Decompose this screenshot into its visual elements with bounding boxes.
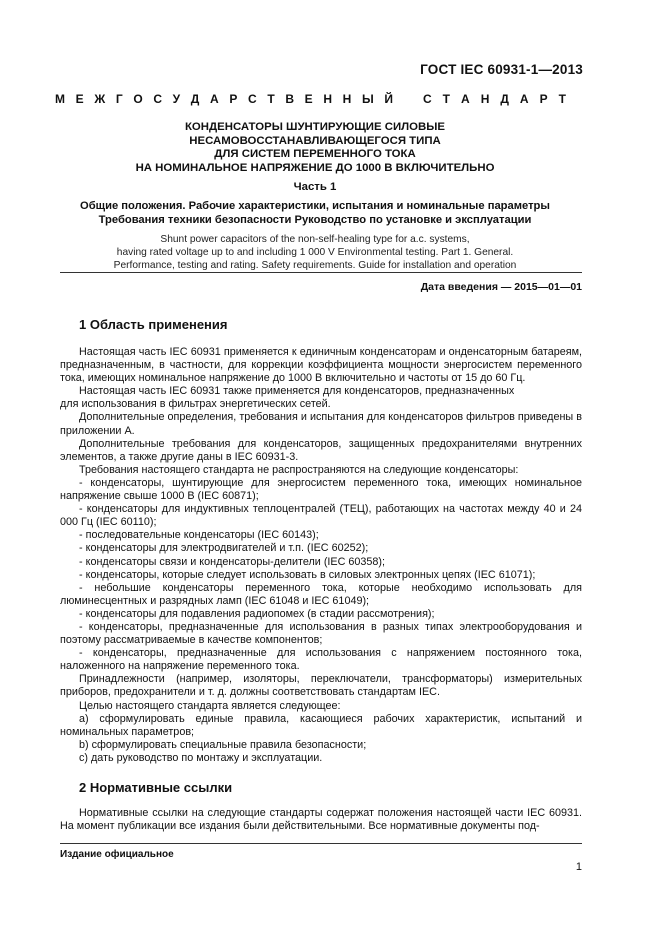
heading-letter: Т — [442, 92, 451, 106]
english-title-line: having rated voltage up to and including 1 000 V Environmental testing. Part 1. General. — [116, 247, 514, 258]
header-divider — [60, 272, 582, 273]
heading-letter: Н — [342, 92, 352, 106]
subtitle-line: Требования техники безопасности Руководство по установке и эксплуатации — [98, 213, 532, 226]
paragraph: Целью настоящего стандарта является следующее: — [79, 699, 341, 712]
paragraph: b) сформулировать специальные правила безопасности; — [79, 738, 367, 751]
subtitle-line: Общие положения. Рабочие характеристики, испытания и номинальные параметры — [80, 200, 550, 212]
paragraph: - конденсаторы, предназначенные для использования с напряжением постоянного тока, наложенного на напряжение переменного тока. — [60, 647, 582, 673]
part-label: Часть 1 — [293, 181, 337, 193]
paragraph: Дополнительные определения, требования и испытания для конденсаторов фильтров приведены в приложении А. — [60, 411, 582, 437]
heading-letter: В — [285, 92, 294, 106]
title-line: ДЛЯ СИСТЕМ ПЕРЕМЕННОГО ТОКА — [214, 148, 416, 161]
paragraph: Дополнительные требования для конденсаторов, защищенных предохранителями внутренних элементов, а также другие даны в IEC 60931-3. — [60, 437, 582, 463]
paragraph: - последовательные конденсаторы (IEC 60143); — [79, 529, 319, 542]
title-line: НЕСАМОВОССТАНАВЛИВАЮЩЕГОСЯ ТИПА — [189, 134, 441, 147]
heading-letter: Й — [384, 92, 393, 106]
paragraph: Настоящая часть IEC 60931 также применяется для конденсаторов, предназначенных — [79, 385, 515, 398]
interstate-standard-heading — [55, 92, 566, 106]
paragraph: - конденсаторы для электродвигателей и т.п. (IEC 60252); — [79, 542, 369, 555]
title-line: КОНДЕНСАТОРЫ ШУНТИРУЮЩИЕ СИЛОВЫЕ — [184, 121, 445, 133]
heading-letter: Ы — [361, 92, 374, 106]
paragraph: Требования настоящего стандарта не распространяются на следующие конденсаторы: — [79, 463, 519, 476]
section-2-body — [60, 807, 582, 833]
paragraph: - конденсаторы связи и конденсаторы-делители (IEC 60358); — [79, 555, 386, 568]
interstate-word — [55, 92, 393, 106]
edition-label: Издание официальное — [60, 849, 174, 860]
page-number: 1 — [575, 861, 582, 873]
paragraph: - конденсаторы, предназначенные для использования в разных типах электрооборудования и поэтому рассматриваемые в качестве компонентов; — [60, 620, 582, 647]
heading-letter: А — [209, 92, 219, 106]
paragraph: Настоящая часть IEC 60931 применяется к единичным конденсаторам и онденсаторным батареям, предназначенным, в частности, для коррекции коэффициента мощности энергосистем переменного тока, имеющих номинальное напряжение до 1000 В включительно и частоты от 15 до 60 Гц. — [60, 346, 582, 385]
paragraph: - конденсаторы для индуктивных теплоцентралей (ТЕЦ), работающих на частотах между 40 и 24 000 Гц (IEC 60110); — [60, 503, 582, 529]
paragraph: для использования в фильтрах энергетических сетей. — [60, 398, 331, 411]
standard-word — [423, 92, 566, 106]
heading-letter: Ж — [94, 92, 106, 106]
heading-letter: С — [247, 92, 257, 106]
heading-letter: А — [461, 92, 470, 106]
heading-letter: Д — [190, 92, 200, 106]
heading-letter: Е — [75, 92, 84, 106]
heading-letter: Р — [539, 92, 548, 106]
paragraph: - конденсаторы, шунтирующие для энергосистем переменного тока, имеющих номинальное напряжение свыше 1000 В (IEC 60871); — [60, 476, 582, 503]
paragraph: - конденсаторы, которые следует использовать в силовых электронных цепях (IEC 61071); — [79, 568, 536, 581]
heading-letter: Н — [480, 92, 490, 106]
paragraph: a) сформулировать единые правила, касающиеся рабочих характеристик, испытаний и номинальных параметров; — [60, 712, 582, 738]
section-2-heading: 2 Нормативные ссылки — [79, 780, 233, 795]
intro-date: Дата введения — 2015—01—01 — [420, 281, 582, 293]
paragraph: Принадлежности (например, изоляторы, переключатели, трансформаторы) измерительных приборов, предохранители и т. д. должны соответствовать стандартам IEC. — [60, 673, 582, 699]
paragraph: - конденсаторы для подавления радиопомех (в стадии рассмотрения); — [79, 607, 435, 620]
heading-letter: М — [55, 92, 65, 106]
paragraph: c) дать руководство по монтажу и эксплуатации. — [79, 751, 323, 764]
paragraph: - небольшие конденсаторы переменного тока, которые необходимо использовать для люминесцентных и разрядных ламп (IEC 61048 и IEC 61049); — [60, 581, 582, 607]
english-title-line: Performance, testing and rating. Safety requirements. Guide for installation and operation — [113, 260, 517, 271]
footer-divider — [60, 843, 582, 844]
heading-letter: С — [153, 92, 162, 106]
heading-letter: У — [172, 92, 181, 106]
heading-letter: Г — [115, 92, 123, 106]
english-title-line: Shunt power capacitors of the non-self-healing type for a.c. systems, — [160, 234, 470, 245]
heading-letter: Т — [267, 92, 275, 106]
heading-letter: Д — [500, 92, 509, 106]
standard-id: ГОСТ IEC 60931-1—2013 — [420, 62, 583, 77]
heading-letter: С — [423, 92, 432, 106]
english-title — [60, 233, 570, 272]
paragraph: Нормативные ссылки на следующие стандарты содержат положения настоящей части IEC 60931. На момент публикации все издания были действительными. Все нормативные документы под- — [60, 807, 582, 833]
document-subtitle — [60, 200, 570, 228]
section-1-heading: 1 Область применения — [79, 317, 228, 332]
heading-letter: Н — [323, 92, 332, 106]
title-line: НА НОМИНАЛЬНОЕ НАПРЯЖЕНИЕ ДО 1000 В ВКЛЮЧИТЕЛЬНО — [135, 161, 495, 174]
heading-letter: О — [133, 92, 143, 106]
heading-letter: А — [519, 92, 529, 106]
section-1-body — [60, 346, 582, 765]
heading-letter: Е — [304, 92, 313, 106]
document-title — [60, 121, 570, 175]
heading-letter: Р — [229, 92, 238, 106]
heading-letter: Т — [558, 92, 566, 106]
